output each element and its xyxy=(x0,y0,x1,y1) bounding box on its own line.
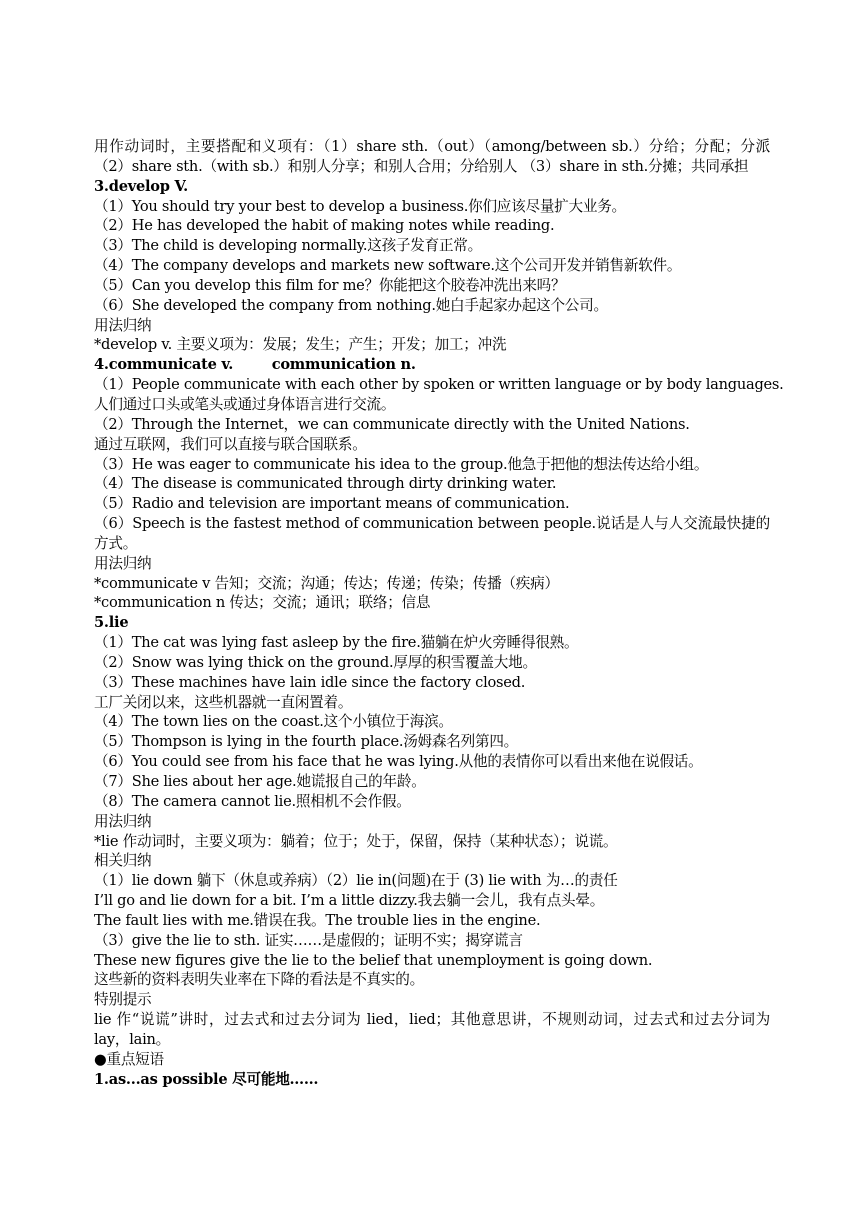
communicate-example-3: （3）He was eager to communicate his idea to the group.他急于把他的想法传达给小组。 xyxy=(94,455,709,473)
lie-related-3: The fault lies with me.错误在我。The trouble lies in the engine. xyxy=(94,911,541,929)
lie-note-title: 特别提示 xyxy=(94,991,152,1009)
lie-example-4: （4）The town lies on the coast.这个小镇位于海滨。 xyxy=(94,713,453,731)
develop-example-2: （2）He has developed the habit of making notes while reading. xyxy=(94,217,555,235)
develop-heading: 3.develop V. xyxy=(94,177,188,195)
lie-example-3: （3）These machines have lain idle since the factory closed. xyxy=(94,673,526,691)
lie-example-7: （7）She lies about her age.她谎报自己的年龄。 xyxy=(94,773,426,790)
lie-note: lie 作“说谎”讲时，过去式和过去分词为 lied，lied；其他意思讲，不规则动词，过去式和过去分词为 lay，lain。 xyxy=(94,1011,770,1048)
lie-example-8: （8）The camera cannot lie.照相机不会作假。 xyxy=(94,792,411,810)
lie-example-1: （1）The cat was lying fast asleep by the fire.猫躺在炉火旁睡得很熟。 xyxy=(94,634,579,652)
communicate-example-2: （2）Through the Internet，we can communicate directly with the United Nations. xyxy=(94,415,690,433)
phrases-title: ●重点短语 xyxy=(94,1050,164,1068)
share-usage-paragraph: 用作动词时，主要搭配和义项有：（1）share sth.（out）（among/between sb.）分给；分配；分派 （2）share sth.（with sb.）和别人分享；和别人合用；分给别人 （3）share in sth.分摊；共同承担 xyxy=(94,138,770,175)
lie-example-6: （6）You could see from his face that he was lying.从他的表情你可以看出来他在说假话。 xyxy=(94,753,703,771)
develop-example-5: （5）Can you develop this film for me？你能把这个胶卷冲洗出来吗？ xyxy=(94,276,566,294)
communicate-example-1: （1）People communicate with each other by spoken or written language or by body languages. xyxy=(94,376,784,394)
communicate-example-5: （5）Radio and television are important means of communication. xyxy=(94,495,570,513)
lie-related-title: 相关归纳 xyxy=(94,852,152,870)
communicate-heading: 4.communicate v. communication n. xyxy=(94,356,416,374)
document-page xyxy=(94,137,784,1090)
develop-example-4: （4）The company develops and markets new software.这个公司开发并销售新软件。 xyxy=(94,257,682,275)
lie-summary: *lie 作动词时，主要义项为：躺着；位于；处于，保留，保持（某种状态）；说谎。 xyxy=(94,832,618,850)
lie-related-2: I’ll go and lie down for a bit. I’m a little dizzy.我去躺一会儿，我有点头晕。 xyxy=(94,892,605,910)
lie-heading: 5.lie xyxy=(94,614,129,632)
lie-summary-title: 用法归纳 xyxy=(94,812,152,830)
lie-example-3-translation: 工厂关闭以来，这些机器就一直闲置着。 xyxy=(94,693,353,711)
develop-example-6: （6）She developed the company from nothing.她白手起家办起这个公司。 xyxy=(94,296,608,314)
develop-summary-title: 用法归纳 xyxy=(94,316,152,334)
develop-summary: *develop v. 主要义项为：发展；发生；产生；开发；加工；冲洗 xyxy=(94,336,507,354)
phrase-item-1: 1.as...as possible 尽可能地…… xyxy=(94,1070,319,1088)
communicate-summary-title: 用法归纳 xyxy=(94,554,152,572)
lie-example-5: （5）Thompson is lying in the fourth place.汤姆森名列第四。 xyxy=(94,733,519,751)
lie-related-6: 这些新的资料表明失业率在下降的看法是不真实的。 xyxy=(94,971,424,989)
communicate-summary-noun: *communication n 传达；交流；通讯；联络；信息 xyxy=(94,594,431,612)
lie-example-2: （2）Snow was lying thick on the ground.厚厚的积雪覆盖大地。 xyxy=(94,653,537,671)
communicate-example-4: （4）The disease is communicated through dirty drinking water. xyxy=(94,475,557,493)
lie-related-5: These new figures give the lie to the belief that unemployment is going down. xyxy=(94,951,653,969)
communicate-example-6: （6）Speech is the fastest method of communication between people.说话是人与人交流最快捷的方式。 xyxy=(94,515,770,552)
lie-related-4: （3）give the lie to sth. 证实……是虚假的；证明不实；揭穿谎言 xyxy=(94,931,523,949)
communicate-summary-verb: *communicate v 告知；交流；沟通；传达；传递；传染；传播（疾病） xyxy=(94,574,559,592)
develop-example-1: （1）You should try your best to develop a business.你们应该尽量扩大业务。 xyxy=(94,197,626,215)
communicate-example-1-translation: 人们通过口头或笔头或通过身体语言进行交流。 xyxy=(94,395,396,413)
communicate-example-2-translation: 通过互联网，我们可以直接与联合国联系。 xyxy=(94,435,367,453)
develop-example-3: （3）The child is developing normally.这孩子发育正常。 xyxy=(94,237,482,255)
lie-related-1: （1）lie down 躺下（休息或养病）（2）lie in(问题)在于 (3) lie with 为…的责任 xyxy=(94,872,618,890)
